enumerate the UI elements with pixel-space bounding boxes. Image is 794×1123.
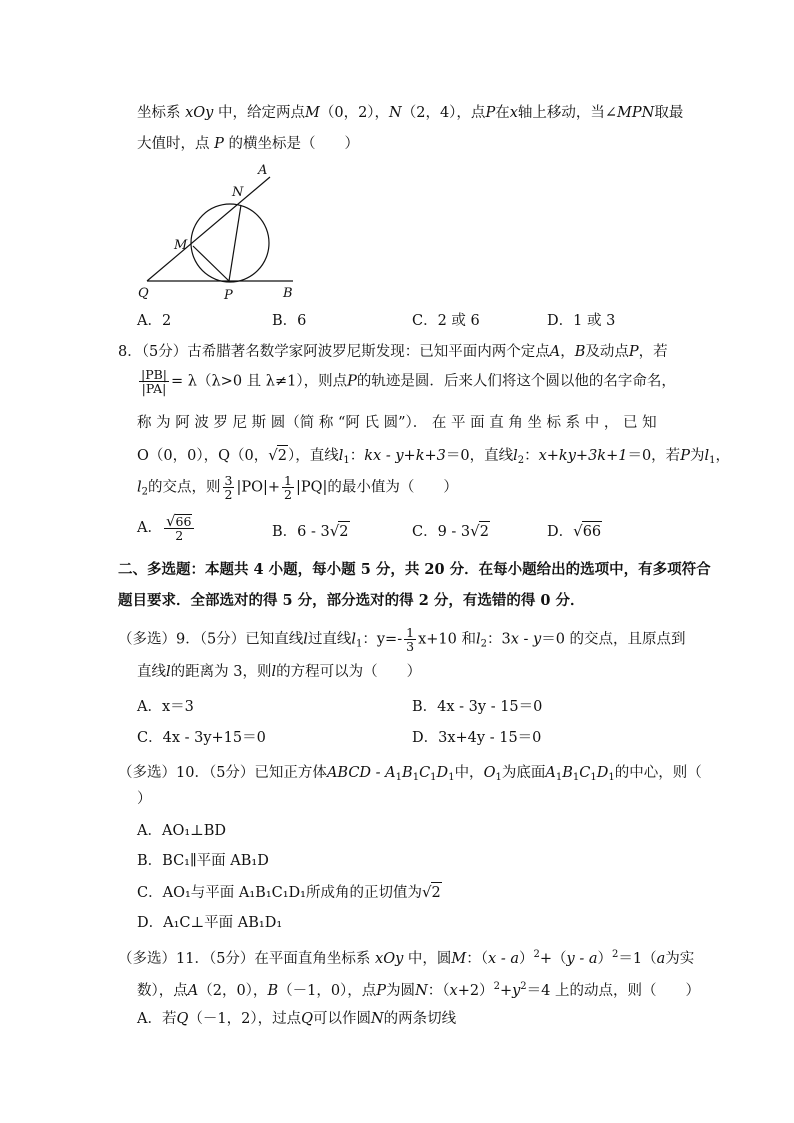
q7-line-1: 坐标系 xOy 中，给定两点M（0，2），N（2，4），点P在x轴上移动，当∠MPN取最 xyxy=(137,105,684,121)
q8-option-d: D．√66 xyxy=(547,522,602,540)
q9-option-c: C．4x - 3y+15＝0 xyxy=(137,730,266,746)
label-b: B xyxy=(283,286,293,301)
q8-option-c: C．9 - 3√2 xyxy=(412,522,489,540)
q7-option-c: C．2 或 6 xyxy=(412,313,480,329)
ratio-fraction: $\frac{|PB|}{|PA|}$ xyxy=(141,367,168,396)
q8-line-1: 8．（5分）古希腊著名数学家阿波罗尼斯发现：已知平面内两个定点A，B及动点P，若 xyxy=(118,344,668,360)
q9-line-2: 直线l的距离为 3，则l的方程可以为（ ） xyxy=(137,664,422,680)
section-2-heading-line-2: 题目要求．全部选对的得 5 分，部分选对的得 2 分，有选错的得 0 分． xyxy=(118,592,585,609)
q10-line-2: ） xyxy=(137,791,152,807)
label-a: A xyxy=(258,163,268,178)
q10-option-a: A．AO₁⊥BD xyxy=(137,823,227,839)
q10-line-1: （多选）10．（5分）已知正方体ABCD - $A_1B_1C_1D_1$中，$O_1$为底面$A_1B_1C_1D_1$的中心，则（ xyxy=(118,765,702,783)
q7-figure xyxy=(130,160,305,305)
q9-option-d: D．3x+4y - 15＝0 xyxy=(412,730,542,746)
q8-line-3: 称 为 阿 波 罗 尼 斯 圆（简 称 “阿 氏 圆”）． 在 平 面 直 角 坐 标 系 中 ， 已 知 xyxy=(137,415,657,431)
q7-option-b: B．6 xyxy=(272,313,307,329)
label-p: P xyxy=(224,288,233,303)
label-q: Q xyxy=(138,286,149,301)
q7-option-a: A．2 xyxy=(137,313,172,329)
q9-option-b: B．4x - 3y - 15＝0 xyxy=(412,699,543,715)
q11-option-a: A．若Q（－1，2），过点Q可以作圆N的两条切线 xyxy=(137,1011,457,1027)
q8-line-2: $\frac{|PB|}{|PA|}$ = λ（λ>0 且 λ≠1），则点P的轨迹是圆．后来人们将这个圆以他的名字命名， xyxy=(141,367,676,396)
q10-option-d: D．A₁C⊥平面 AB₁D₁ xyxy=(137,915,283,931)
q8-option-a: A． $\frac{√66}{2}$ xyxy=(137,514,196,542)
segment-mp xyxy=(193,246,229,281)
q7-line-2: 大值时，点 P 的横坐标是（ ） xyxy=(137,136,359,152)
q10-option-b: B．BC₁∥平面 AB₁D xyxy=(137,853,269,869)
label-m: M xyxy=(174,238,188,253)
label-n: N xyxy=(232,185,244,200)
q11-line-1: （多选）11．（5分）在平面直角坐标系 xOy 中，圆M：（x - a）$^2$+（y - a）$^2$＝1（a为实 xyxy=(118,949,695,967)
q8-option-b: B．6 - 3√2 xyxy=(272,522,349,540)
q8-line-4: O（0，0），Q（0，√2），直线$l_1$：kx - y+k+3＝0，直线$l_2$：x+ky+3k+1＝0，若P为$l_1$， xyxy=(137,446,730,466)
line-qa xyxy=(147,177,270,281)
q11-line-2: 数），点A（2，0），B（－1，0），点P为圆N：$(x+2)^2+y^2=4$ 上的动点，则（ ） xyxy=(137,981,701,999)
q9-line-1: （多选）9．（5分）已知直线l过直线$l_1$：y=- $\frac{1}{3}$ x+10 和$l_2$：3x - y＝0 的交点，且原点到 xyxy=(118,625,686,654)
segment-np xyxy=(229,205,241,281)
q9-option-a: A．x＝3 xyxy=(137,699,194,715)
q10-option-c: C．AO₁与平面 A₁B₁C₁D₁所成角的正切值为√2 xyxy=(137,883,441,901)
section-2-heading-line-1: 二、多选题：本题共 4 小题，每小题 5 分，共 20 分．在每小题给出的选项中，有多项符合 xyxy=(118,561,711,578)
circle-mnp xyxy=(191,204,269,282)
q8-line-5: $l_2$的交点，则 $\frac{3}{2}$ |PO|+ $\frac{1}{2}$ |PQ|的最小值为（ ） xyxy=(137,473,458,502)
q7-option-d: D．1 或 3 xyxy=(547,313,616,329)
